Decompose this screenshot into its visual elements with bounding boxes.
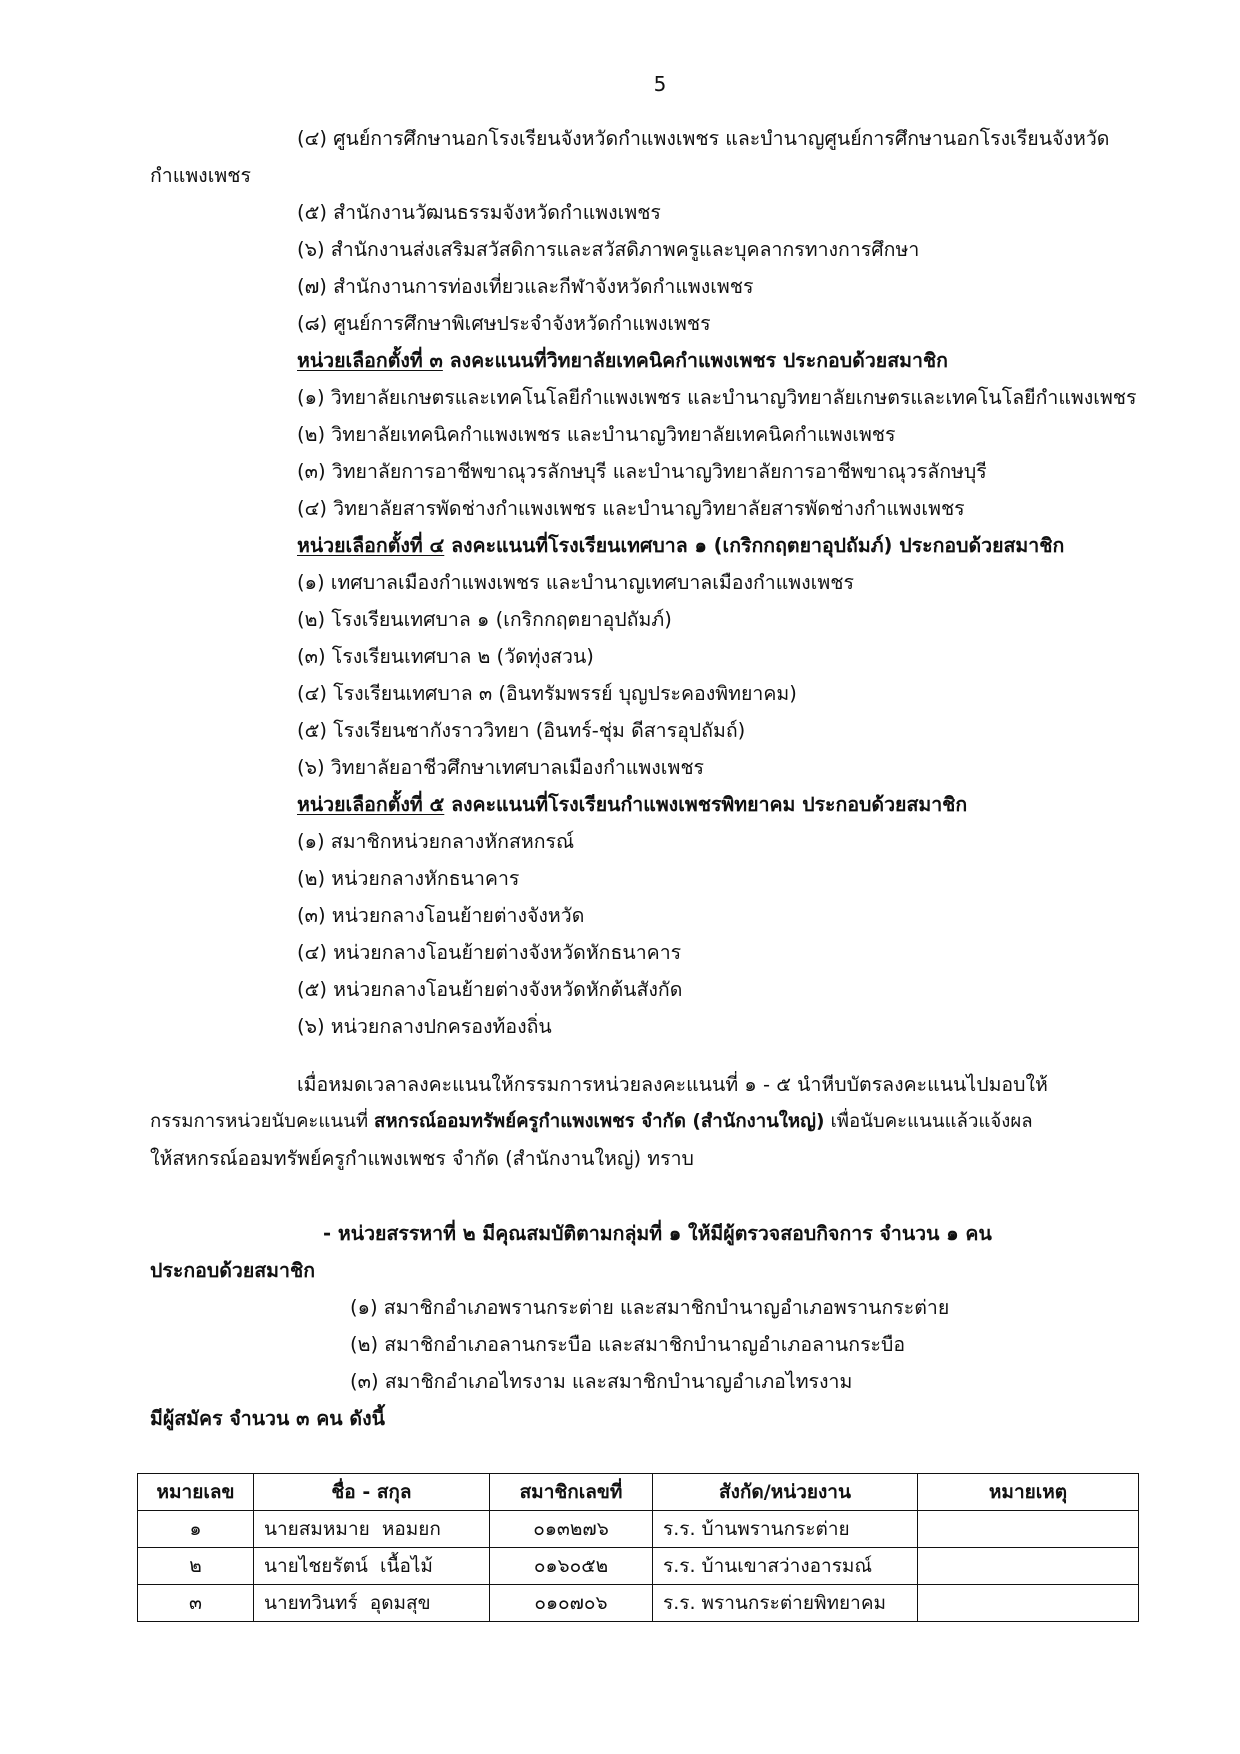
recruit-item: (๑) สมาชิกอำเภอพรานกระต่าย และสมาชิกบำนาญอำเภอพรานกระต่าย — [350, 1296, 950, 1319]
unit3-heading-label: หน่วยเลือกตั้งที่ ๓ — [297, 349, 443, 372]
prev-item: (๕) สำนักงานวัฒนธรรมจังหวัดกำแพงเพชร — [297, 201, 661, 224]
prev-item: (๘) ศูนย์การศึกษาพิเศษประจำจังหวัดกำแพงเพชร — [297, 312, 711, 335]
cell-name: นายทวินทร์ อุดมสุข — [254, 1585, 490, 1622]
cell-name: นายไชยรัตน์ เนื้อไม้ — [254, 1548, 490, 1585]
unit4-item: (๒) โรงเรียนเทศบาล ๑ (เกริกกฤตยาอุปถัมภ์) — [297, 608, 672, 631]
closing-line-3: ให้สหกรณ์ออมทรัพย์ครูกำแพงเพชร จำกัด (สำนักงานใหญ่) ทราบ — [150, 1147, 694, 1170]
unit3-item: (๑) วิทยาลัยเกษตรและเทคโนโลยีกำแพงเพชร และบำนาญวิทยาลัยเกษตรและเทคโนโลยีกำแพงเพชร — [297, 386, 1137, 409]
table-row — [138, 1548, 1139, 1585]
unit3-item: (๔) วิทยาลัยสารพัดช่างกำแพงเพชร และบำนาญวิทยาลัยสารพัดช่างกำแพงเพชร — [297, 497, 965, 520]
cell-member-id: ๐๑๐๗๐๖ — [490, 1585, 653, 1622]
closing-bold-org: สหกรณ์ออมทรัพย์ครูกำแพงเพชร จำกัด (สำนักงานใหญ่) — [374, 1111, 825, 1132]
unit5-item: (๓) หน่วยกลางโอนย้ายต่างจังหวัด — [297, 904, 585, 927]
cell-remark — [918, 1548, 1139, 1585]
unit5-heading-label: หน่วยเลือกตั้งที่ ๕ — [297, 793, 445, 816]
unit4-item: (๕) โรงเรียนชากังราววิทยา (อินทร์-ชุ่ม ดีสารอุปถัมถ์) — [297, 719, 746, 742]
cell-number: ๓ — [138, 1585, 254, 1622]
unit3-item: (๓) วิทยาลัยการอาชีพขาณุวรลักษบุรี และบำนาญวิทยาลัยการอาชีพขาณุวรลักษบุรี — [297, 460, 987, 483]
closing-text: กรรมการหน่วยนับคะแนนที่ — [150, 1111, 374, 1132]
unit5-item: (๖) หน่วยกลางปกครองท้องถิ่น — [297, 1015, 552, 1038]
table-row — [138, 1511, 1139, 1548]
unit4-item: (๔) โรงเรียนเทศบาล ๓ (อินทรัมพรรย์ บุญประคองพิทยาคม) — [297, 682, 797, 705]
cell-number: ๒ — [138, 1548, 254, 1585]
prev-item: (๖) สำนักงานส่งเสริมสวัสดิการและสวัสดิภาพครูและบุคลากรทางการศึกษา — [297, 238, 920, 261]
prev-item-4-line2: กำแพงเพชร — [150, 164, 251, 187]
candidates-table — [137, 1473, 1139, 1622]
cell-remark — [918, 1511, 1139, 1548]
prev-item-4-line1: (๔) ศูนย์การศึกษานอกโรงเรียนจังหวัดกำแพงเพชร และบำนาญศูนย์การศึกษานอกโรงเรียนจังหวัด — [297, 127, 1110, 150]
recruit-item: (๒) สมาชิกอำเภอลานกระบือ และสมาชิกบำนาญอำเภอลานกระบือ — [350, 1333, 906, 1356]
unit5-heading — [297, 790, 967, 820]
unit4-item: (๑) เทศบาลเมืองกำแพงเพชร และบำนาญเทศบาลเมืองกำแพงเพชร — [297, 571, 854, 594]
unit5-item: (๔) หน่วยกลางโอนย้ายต่างจังหวัดหักธนาคาร — [297, 941, 682, 964]
header-remark: หมายเหตุ — [918, 1474, 1139, 1511]
unit4-item: (๖) วิทยาลัยอาชีวศึกษาเทศบาลเมืองกำแพงเพชร — [297, 756, 705, 779]
cell-member-id: ๐๑๖๐๕๒ — [490, 1548, 653, 1585]
unit5-heading-text: ลงคะแนนที่โรงเรียนกำแพงเพชรพิทยาคม ประกอบด้วยสมาชิก — [444, 793, 968, 816]
table-row — [138, 1585, 1139, 1622]
unit3-heading-text: ลงคะแนนที่วิทยาลัยเทคนิคกำแพงเพชร ประกอบด้วยสมาชิก — [442, 349, 948, 372]
applicants-count: มีผู้สมัคร จำนวน ๓ คน ดังนี้ — [150, 1407, 385, 1430]
cell-number: ๑ — [138, 1511, 254, 1548]
unit3-heading — [297, 346, 948, 376]
unit4-heading-text: ลงคะแนนที่โรงเรียนเทศบาล ๑ (เกริกกฤตยาอุปถัมภ์) ประกอบด้วยสมาชิก — [444, 534, 1065, 557]
cell-affiliation: ร.ร. บ้านเขาสว่างอารมณ์ — [653, 1548, 918, 1585]
header-member-id: สมาชิกเลขที่ — [490, 1474, 653, 1511]
unit5-item: (๑) สมาชิกหน่วยกลางหักสหกรณ์ — [297, 830, 575, 853]
cell-member-id: ๐๑๓๒๗๖ — [490, 1511, 653, 1548]
page-number: 5 — [653, 72, 667, 96]
header-affiliation: สังกัด/หน่วยงาน — [653, 1474, 918, 1511]
header-number: หมายเลข — [138, 1474, 254, 1511]
unit4-heading-label: หน่วยเลือกตั้งที่ ๔ — [297, 534, 445, 557]
header-name: ชื่อ - สกุล — [254, 1474, 490, 1511]
unit3-item: (๒) วิทยาลัยเทคนิคกำแพงเพชร และบำนาญวิทยาลัยเทคนิคกำแพงเพชร — [297, 423, 896, 446]
recruit-members-label: ประกอบด้วยสมาชิก — [150, 1259, 316, 1282]
unit5-item: (๕) หน่วยกลางโอนย้ายต่างจังหวัดหักต้นสังกัด — [297, 978, 683, 1001]
cell-affiliation: ร.ร. บ้านพรานกระต่าย — [653, 1511, 918, 1548]
recruit-heading: - หน่วยสรรหาที่ ๒ มีคุณสมบัติตามกลุ่มที่ ๑ ให้มีผู้ตรวจสอบกิจการ จำนวน ๑ คน — [323, 1222, 992, 1245]
cell-remark — [918, 1585, 1139, 1622]
unit5-item: (๒) หน่วยกลางหักธนาคาร — [297, 867, 520, 890]
closing-line-2 — [150, 1107, 1033, 1137]
closing-line-1: เมื่อหมดเวลาลงคะแนนให้กรรมการหน่วยลงคะแนนที่ ๑ - ๕ นำหีบบัตรลงคะแนนไปมอบให้ — [297, 1073, 1048, 1096]
prev-item: (๗) สำนักงานการท่องเที่ยวและกีฬาจังหวัดกำแพงเพชร — [297, 275, 754, 298]
table-header-row — [138, 1474, 1139, 1511]
unit4-heading — [297, 531, 1064, 561]
cell-affiliation: ร.ร. พรานกระต่ายพิทยาคม — [653, 1585, 918, 1622]
cell-name: นายสมหมาย หอมยก — [254, 1511, 490, 1548]
closing-text: เพื่อนับคะแนนแล้วแจ้งผล — [824, 1111, 1033, 1132]
recruit-item: (๓) สมาชิกอำเภอไทรงาม และสมาชิกบำนาญอำเภอไทรงาม — [350, 1370, 853, 1393]
unit4-item: (๓) โรงเรียนเทศบาล ๒ (วัดทุ่งสวน) — [297, 645, 594, 668]
